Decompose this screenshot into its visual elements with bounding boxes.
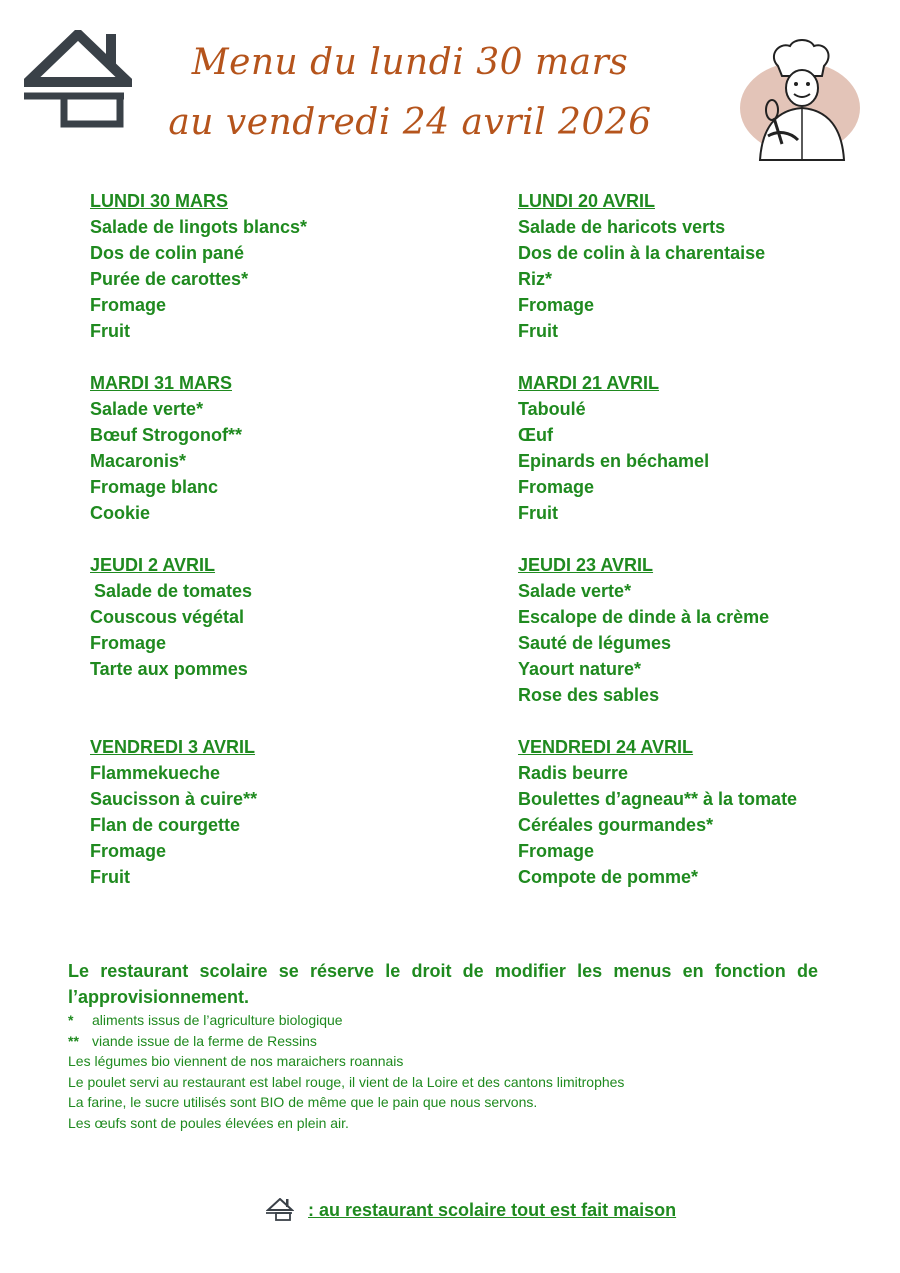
menu-item: Taboulé — [518, 399, 586, 419]
note-eggs: Les œufs sont de poules élevées en plein air. — [68, 1114, 349, 1131]
menu-title-line2: au vendredi 24 avril 2026 — [168, 102, 652, 143]
menu-item: Fromage blanc — [90, 477, 219, 497]
menu-item: Dos de colin à la charentaise — [518, 243, 766, 263]
note-flour-sugar: La farine, le sucre utilisés sont BIO de même que le pain que nous servons. — [68, 1094, 538, 1110]
notes-block — [68, 1010, 828, 1133]
menu-item: Rose des sables — [518, 685, 660, 705]
left-menu-column — [90, 188, 450, 890]
day-block-jeudi-23-avril — [518, 552, 878, 708]
menu-item: Fromage — [90, 295, 167, 315]
day-heading: JEUDI 23 AVRIL — [518, 555, 654, 575]
note-vegetables: Les légumes bio viennent de nos maraichers roannais — [68, 1053, 404, 1069]
day-block-mardi-31-mars — [90, 370, 450, 526]
day-heading: JEUDI 2 AVRIL — [90, 555, 216, 575]
day-heading: MARDI 21 AVRIL — [518, 373, 660, 393]
menu-item: Fromage — [518, 295, 595, 315]
menu-item: Bœuf Strogonof** — [90, 425, 242, 445]
note-double-star-symbol: ** — [68, 1032, 79, 1049]
menu-item: Sauté de légumes — [518, 633, 672, 653]
day-block-lundi-30-mars — [90, 188, 450, 344]
note-meat-text: viande issue de la ferme de Ressins — [92, 1032, 317, 1049]
menu-item: Fruit — [90, 321, 130, 341]
menu-item: Cookie — [90, 503, 151, 523]
menu-item: Fromage — [518, 841, 595, 861]
house-logo-icon — [24, 30, 132, 128]
menu-item: Tarte aux pommes — [90, 659, 248, 679]
note-organic-text: aliments issus de l’agriculture biologique — [92, 1012, 343, 1028]
menu-item: Salade verte* — [518, 581, 632, 601]
menu-item: Dos de colin pané — [90, 243, 245, 263]
menu-item: Flan de courgette — [90, 815, 241, 835]
day-block-vendredi-24-avril — [518, 734, 878, 890]
day-block-lundi-20-avril — [518, 188, 878, 344]
menu-item: Flammekueche — [90, 763, 221, 783]
menu-item: Escalope de dinde à la crème — [518, 607, 770, 627]
menu-item: Salade de tomates — [94, 581, 253, 601]
chef-icon — [738, 36, 862, 162]
day-heading: LUNDI 20 AVRIL — [518, 191, 656, 211]
menu-item: Salade de haricots verts — [518, 217, 726, 237]
homemade-footer — [266, 1196, 676, 1224]
day-block-jeudi-2-avril — [90, 552, 450, 682]
menu-item: Riz* — [518, 269, 553, 289]
menu-item: Couscous végétal — [90, 607, 245, 627]
homemade-footer-text: : au restaurant scolaire tout est fait maison — [308, 1199, 677, 1220]
menu-item: Boulettes d’agneau** à la tomate — [518, 789, 798, 809]
day-heading: VENDREDI 24 AVRIL — [518, 737, 694, 757]
note-star-symbol: * — [68, 1012, 74, 1028]
day-block-mardi-21-avril — [518, 370, 878, 526]
menu-item: Œuf — [518, 425, 553, 445]
menu-item: Macaronis* — [90, 451, 187, 471]
day-heading: LUNDI 30 MARS — [90, 191, 229, 211]
menu-item: Epinards en béchamel — [518, 451, 710, 471]
note-chicken: Le poulet servi au restaurant est label rouge, il vient de la Loire et des cantons limitrophes — [68, 1073, 625, 1090]
right-menu-column — [518, 188, 878, 890]
day-heading: VENDREDI 3 AVRIL — [90, 737, 256, 757]
house-icon — [266, 1198, 294, 1222]
note-meat — [68, 1031, 828, 1052]
menu-item: Radis beurre — [518, 763, 629, 783]
menu-item: Fromage — [90, 841, 167, 861]
menu-item: Fruit — [518, 321, 558, 341]
menu-item: Fromage — [518, 477, 595, 497]
menu-change-notice: Le restaurant scolaire se réserve le droit de modifier les menus en fonction de l’approvisionnement. — [68, 961, 818, 1007]
day-heading: MARDI 31 MARS — [90, 373, 233, 393]
menu-item: Fruit — [518, 503, 558, 523]
menu-item: Céréales gourmandes* — [518, 815, 714, 835]
day-block-vendredi-3-avril — [90, 734, 450, 890]
menu-item: Fromage — [90, 633, 167, 653]
menu-item: Fruit — [90, 867, 130, 887]
note-organic — [68, 1010, 828, 1031]
menu-item: Compote de pomme* — [518, 867, 699, 887]
menu-item: Saucisson à cuire** — [90, 789, 258, 809]
menu-item: Salade de lingots blancs* — [90, 217, 308, 237]
menu-item: Salade verte* — [90, 399, 204, 419]
menu-title-line1: Menu du lundi 30 mars — [191, 42, 629, 83]
menu-item: Yaourt nature* — [518, 659, 642, 679]
menu-item: Purée de carottes* — [90, 269, 249, 289]
